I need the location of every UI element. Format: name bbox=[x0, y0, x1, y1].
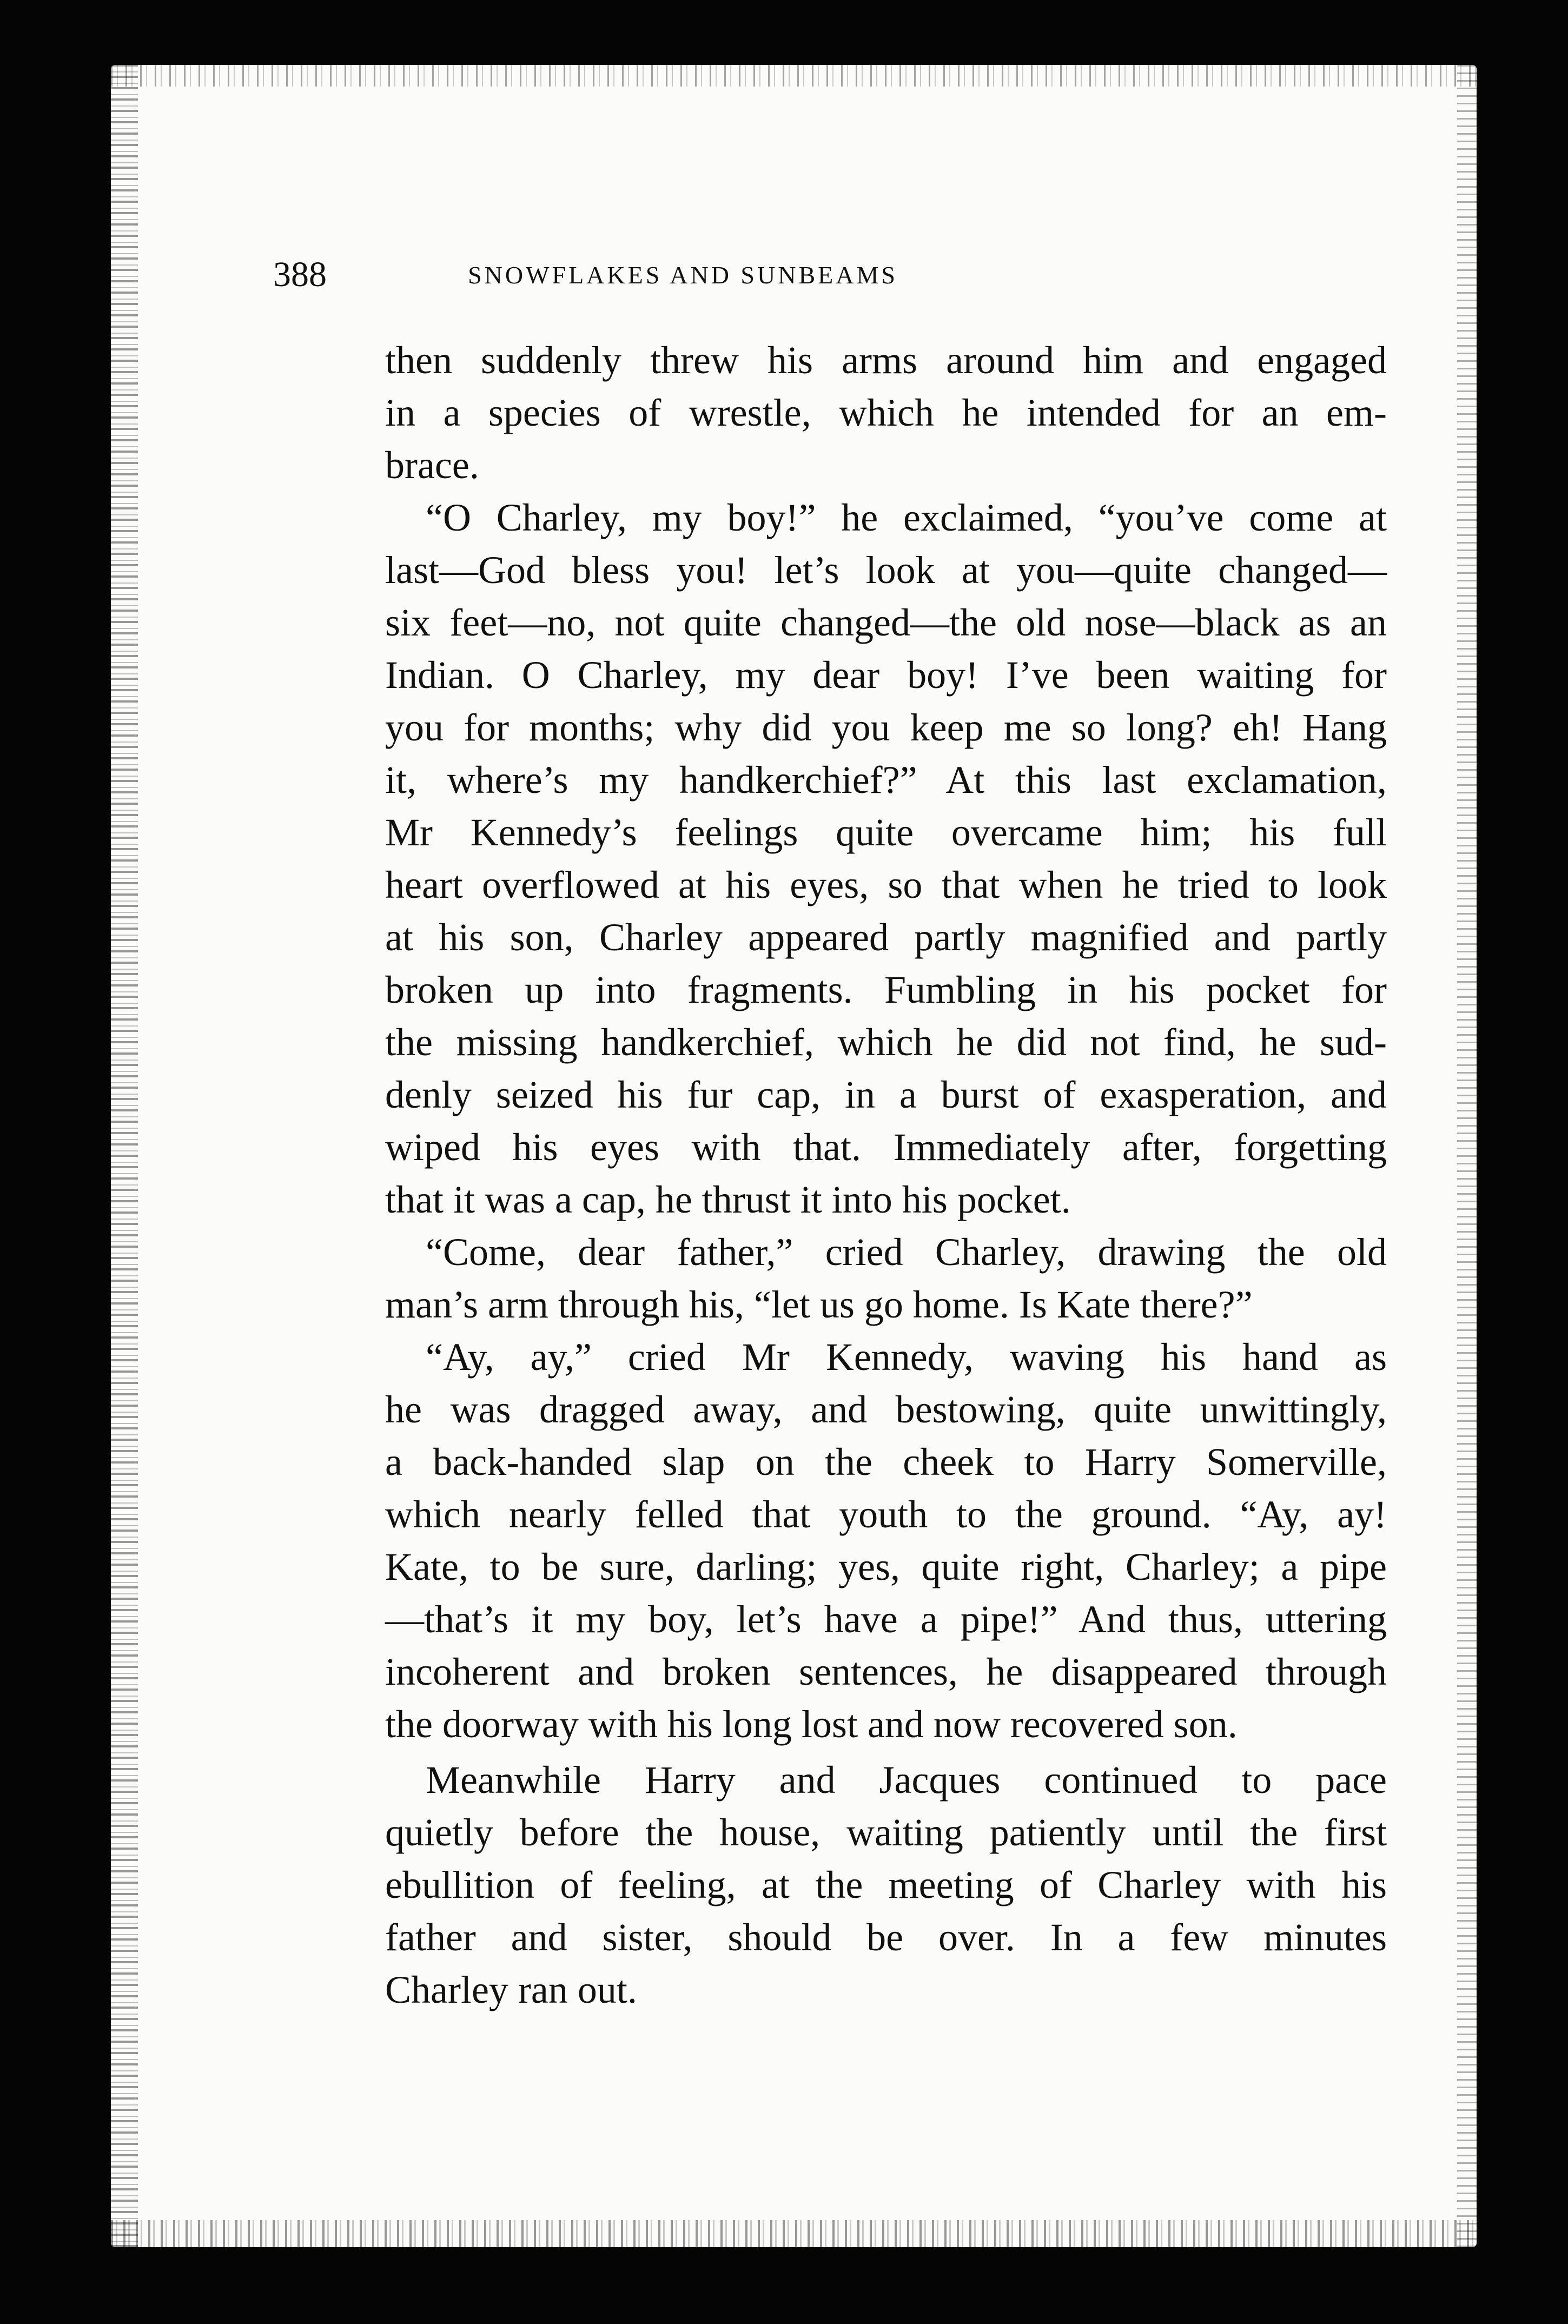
scan-edge-right bbox=[1457, 65, 1477, 2247]
text-line: wiped his eyes with that. Immediately after, forgetting bbox=[385, 1125, 1387, 1169]
page-header bbox=[273, 253, 1382, 296]
text-line: that it was a cap, he thrust it into his pocket. bbox=[385, 1178, 1071, 1221]
text-line: —that’s it my boy, let’s have a pipe!” And thus, uttering bbox=[385, 1598, 1387, 1641]
text-line: incoherent and broken sentences, he disappeared through bbox=[385, 1650, 1387, 1693]
text-line: you for months; why did you keep me so long? eh! Hang bbox=[385, 706, 1387, 749]
text-line: then suddenly threw his arms around him and engaged bbox=[385, 339, 1387, 382]
paragraph bbox=[385, 334, 1387, 492]
scan-edge-bottom bbox=[111, 2220, 1477, 2247]
text-line: a back-handed slap on the cheek to Harry Somerville, bbox=[385, 1440, 1387, 1484]
text-line: man’s arm through his, “let us go home. Is Kate there?” bbox=[385, 1283, 1253, 1326]
text-line: Kate, to be sure, darling; yes, quite right, Charley; a pipe bbox=[385, 1545, 1387, 1588]
text-line: it, where’s my handkerchief?” At this last exclamation, bbox=[385, 758, 1387, 802]
text-line: at his son, Charley appeared partly magnified and partly bbox=[385, 916, 1387, 959]
text-line: Mr Kennedy’s feelings quite overcame him; his full bbox=[385, 811, 1387, 854]
scan-edge-top bbox=[111, 65, 1477, 87]
text-line: six feet—no, not quite changed—the old nose—black as an bbox=[385, 601, 1387, 644]
text-line: in a species of wrestle, which he intended for an em- bbox=[385, 391, 1387, 434]
text-line: Charley ran out. bbox=[385, 1968, 637, 2011]
text-line: which nearly felled that youth to the ground. “Ay, ay! bbox=[385, 1493, 1387, 1536]
text-line: ebullition of feeling, at the meeting of Charley with his bbox=[385, 1863, 1387, 1906]
page-number: 388 bbox=[273, 255, 327, 294]
paragraph bbox=[385, 1331, 1387, 1751]
text-line: he was dragged away, and bestowing, quite unwittingly, bbox=[385, 1388, 1387, 1431]
text-line: Meanwhile Harry and Jacques continued to pace bbox=[426, 1758, 1387, 1802]
text-line: “Ay, ay,” cried Mr Kennedy, waving his hand as bbox=[426, 1335, 1387, 1379]
text-line: “Come, dear father,” cried Charley, drawing the old bbox=[426, 1230, 1387, 1274]
text-line: Indian. O Charley, my dear boy! I’ve been waiting for bbox=[385, 653, 1387, 697]
paragraph bbox=[385, 1754, 1387, 2016]
text-line: the missing handkerchief, which he did not find, he sud- bbox=[385, 1021, 1387, 1064]
text-line: brace. bbox=[385, 443, 479, 487]
body-text bbox=[385, 334, 1387, 2016]
text-line: “O Charley, my boy!” he exclaimed, “you’ve come at bbox=[426, 496, 1387, 539]
text-line: heart overflowed at his eyes, so that when he tried to look bbox=[385, 863, 1387, 906]
scan-edge-left bbox=[111, 65, 138, 2247]
text-line: last—God bless you! let’s look at you—quite changed— bbox=[385, 548, 1387, 592]
paragraph bbox=[385, 1226, 1387, 1331]
running-head: SNOWFLAKES AND SUNBEAMS bbox=[468, 261, 898, 289]
text-line: quietly before the house, waiting patiently until the first bbox=[385, 1811, 1387, 1854]
text-line: father and sister, should be over. In a few minutes bbox=[385, 1916, 1387, 1959]
text-line: the doorway with his long lost and now recovered son. bbox=[385, 1703, 1238, 1746]
paragraph bbox=[385, 492, 1387, 1226]
text-line: denly seized his fur cap, in a burst of exasperation, and bbox=[385, 1073, 1387, 1116]
text-line: broken up into fragments. Fumbling in his pocket for bbox=[385, 968, 1387, 1011]
